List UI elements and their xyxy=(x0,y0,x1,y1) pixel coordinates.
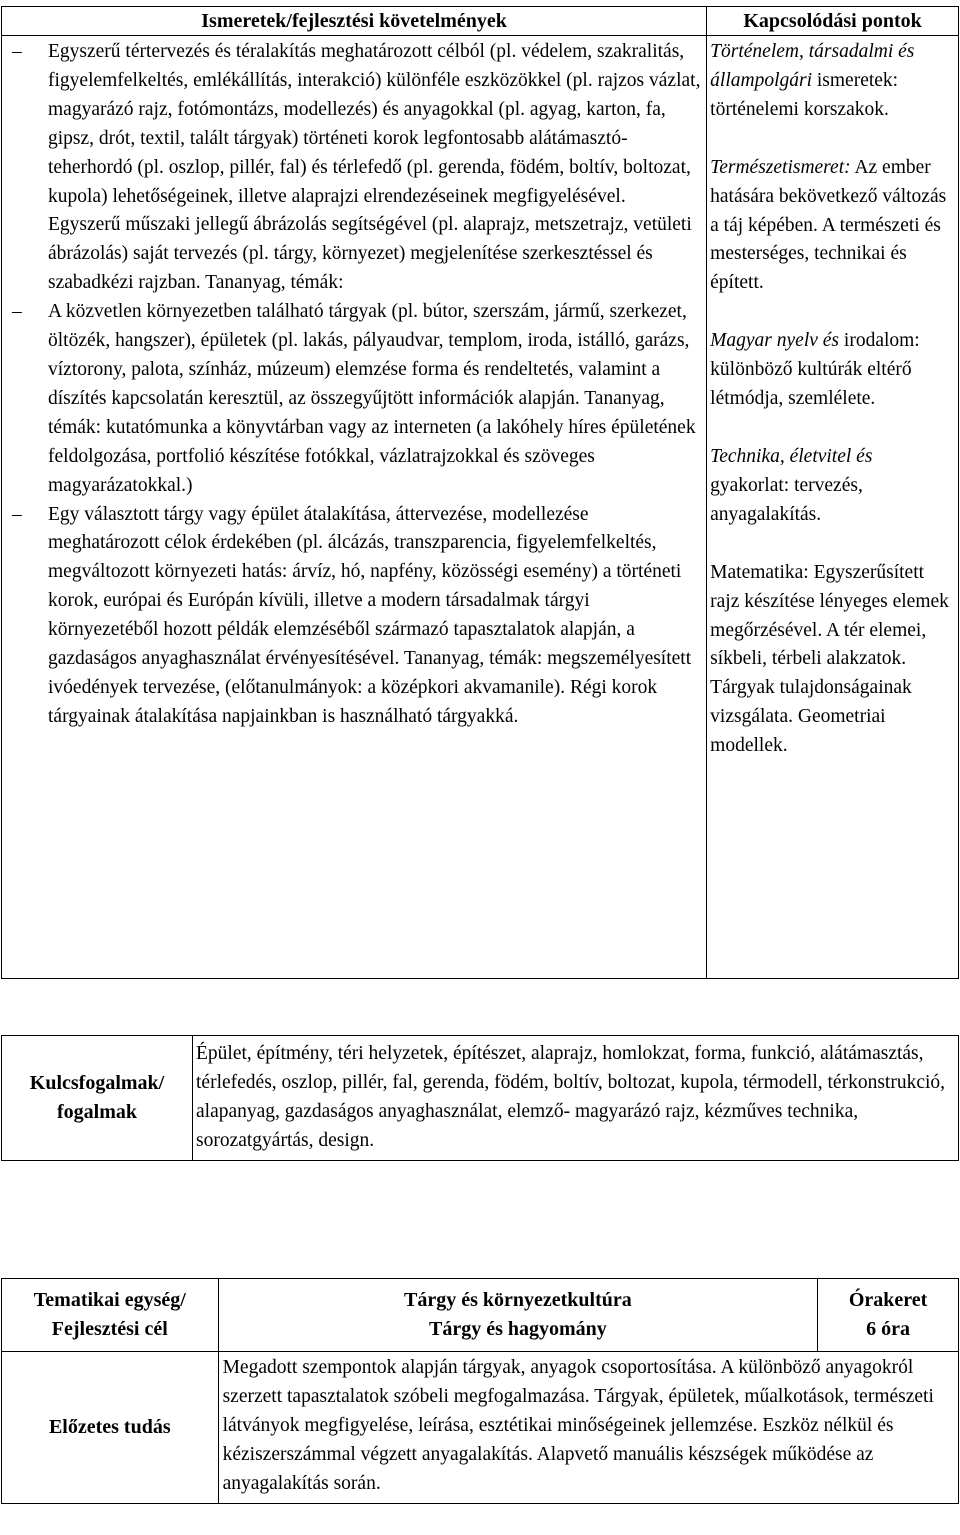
unit-label xyxy=(2,1279,219,1352)
connection-subject: Természetismeret: xyxy=(710,156,851,178)
unit-label-line2: Fejlesztési cél xyxy=(51,1318,168,1340)
connection-subject: Magyar nyelv és xyxy=(710,330,840,352)
prior-knowledge-label: Előzetes tudás xyxy=(2,1352,219,1504)
key-concepts-label-line2: fogalmak xyxy=(57,1100,137,1123)
unit-title-line1: Tárgy és környezetkultúra xyxy=(404,1289,632,1311)
requirements-table xyxy=(1,6,959,979)
connection-subject: Technika, életvitel és xyxy=(710,445,873,467)
connections-header: Kapcsolódási pontok xyxy=(707,7,959,36)
requirement-item: – Egy választott tárgy vagy épület átalakítása, áttervezése, modellezése meghatározott célok érdekében (pl. álcázás, transzparencia, figyelemfelkeltés, megváltozott környezeti hatás: árvíz, hó, napfény, közösségi esemény) a történeti korok, európai és Európán kívüli, illetve a modern társadalmak tárgyi környezetéből hozott példák elemzéséből származó tapasztalatok alapján, a gazdaságos anyaghasználat érvényesítésével. Tananyag, témák: megszemélyesített ivóedények tervezése, (előtanulmányok: a középkori akvamanile). Régi korok tárgyainak átalakítása napjainkban is használható tárgyakká. xyxy=(12,501,702,732)
prior-knowledge-text: Megadott szempontok alapján tárgyak, anyagok csoportosítása. A különböző anyagokról szerzett tapasztalatok szóbeli megfogalmazása. Tárgyak, épületek, műalkotások, természeti látványok megfigyelése, leírása, esztétikai minőségeinek jellemzése. Eszköz nélkül és kéziszerszámmal végzett anyagalakítás. Alapvető manuális készségek működése az anyagalakítás során. xyxy=(218,1352,958,1504)
unit-title xyxy=(218,1279,818,1352)
connection-text: Az ember hatására bekövetkező változás a táj képében. A természeti és mesterséges, technikai és épített. xyxy=(710,156,947,294)
key-concepts-label xyxy=(2,1036,193,1161)
connection-math xyxy=(710,559,956,761)
connection-text: gyakorlat: tervezés, anyagalakítás. xyxy=(710,474,863,525)
connection-history xyxy=(710,38,956,125)
key-concepts-table xyxy=(1,1035,959,1161)
hours-label: Órakeret xyxy=(848,1289,928,1311)
unit-table xyxy=(1,1278,959,1504)
connection-text: ismeretek: történelemi korszakok. xyxy=(710,69,899,120)
connection-text: Matematika: Egyszerűsített rajz készítése lényeges elemek megőrzésével. A tér elemei, síkbeli, térbeli alakzatok. Tárgyak tulajdonságainak vizsgálata. Geometriai modellek. xyxy=(710,561,949,757)
connection-text: irodalom: különböző kultúrák eltérő létmódja, szemlélete. xyxy=(710,330,920,410)
requirements-cell xyxy=(2,36,707,979)
key-concepts-label-line1: Kulcsfogalmak/ xyxy=(29,1071,165,1094)
key-concepts-text: Épület, építmény, téri helyzetek, építészet, alaprajz, homlokzat, forma, funkció, alátámasztás, térlefedés, oszlop, pillér, fal, gerenda, födém, boltív, boltozat, kupola, térmodell, térkonstrukció, alapanyag, gazdaságos anyaghasználat, elemző- magyarázó rajz, kézműves technika, sorozatgyártás, design. xyxy=(193,1036,959,1161)
requirement-item: – Egyszerű tértervezés és téralakítás meghatározott célból (pl. védelem, szakralitás, figyelemfelkeltés, emlékállítás, interakció) különféle eszközökkel (pl. rajzos vázlat, magyarázó rajz, fotómontázs, modellezés) és anyagokkal (pl. agyag, karton, fa, gipsz, drót, textil, talált tárgyak) történeti korok legfontosabb alátámasztó-teherhordó (pl. oszlop, pillér, fal) és térlefedő (pl. gerenda, födém, boltív, boltozat, kupola) lehetőségeinek, illetve alaprajzi elrendezéseinek megfigyelésével. Egyszerű műszaki jellegű ábrázolás segítségével (pl. alaprajz, metszetrajz, vetületi ábrázolás) saját tervezés (pl. tárgy, környezet) megjelenítése szerkesztéssel és szabadkézi rajzban. Tananyag, témák: xyxy=(12,38,702,298)
connections-cell xyxy=(707,36,959,979)
unit-title-line2: Tárgy és hagyomány xyxy=(428,1318,607,1340)
hours-value: 6 óra xyxy=(866,1318,911,1340)
connection-literature xyxy=(710,327,956,414)
unit-label-line1: Tematikai egység/ xyxy=(33,1289,186,1311)
connection-technology xyxy=(710,443,956,530)
hours-cell xyxy=(818,1279,959,1352)
connection-science xyxy=(710,154,956,299)
requirements-header: Ismeretek/fejlesztési követelmények xyxy=(2,7,707,36)
requirement-item: – A közvetlen környezetben található tárgyak (pl. bútor, szerszám, jármű, szerkezet, öltözék, hangszer), épületek (pl. lakás, pályaudvar, templom, iroda, istálló, garázs, víztorony, palota, színház, múzeum) elemzése forma és rendeltetés, valamint a díszítés kapcsolatán keresztül, az összegyűjtött információk alapján. Tananyag, témák: kutatómunka a könyvtárban vagy az interneten (a lakóhely híres épületének feldolgozása, portfolió készítése fotókkal, vázlatrajzokkal és szöveges magyarázatokkal.) xyxy=(12,298,702,500)
connection-subject: Történelem, társadalmi és állampolgári xyxy=(710,41,915,91)
